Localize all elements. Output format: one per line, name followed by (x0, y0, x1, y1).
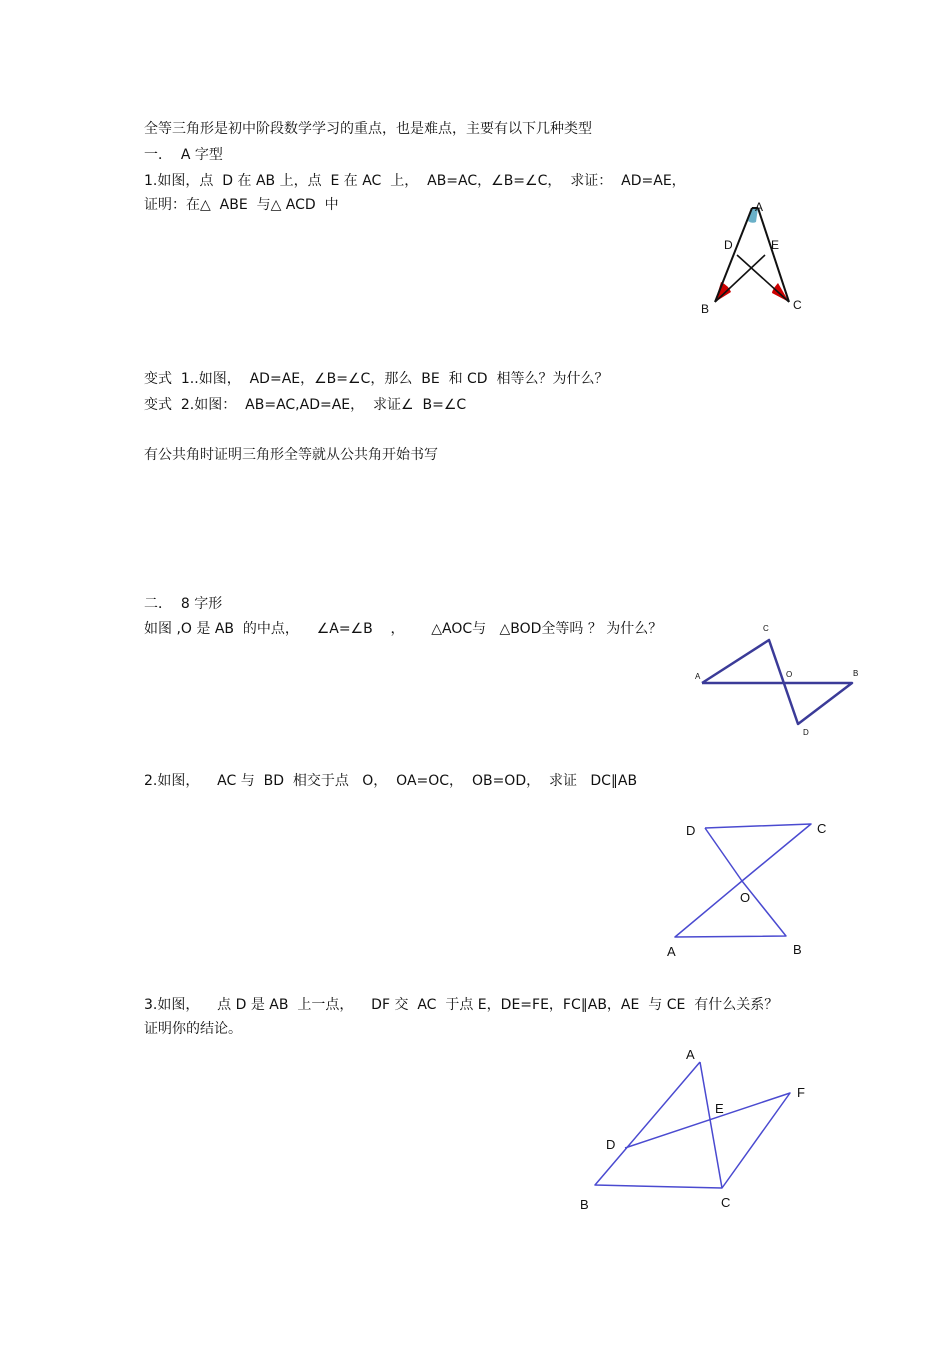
label-o: O (786, 670, 793, 679)
label-d: D (606, 1137, 616, 1152)
figure-8-shape (690, 620, 865, 740)
segment-be (715, 255, 765, 302)
section-1-title: 一． A 字型 (144, 147, 223, 163)
label-e: E (771, 238, 780, 252)
label-f: F (797, 1085, 805, 1100)
label-e: E (715, 1101, 724, 1116)
label-c: C (793, 298, 802, 312)
segment-ab (715, 208, 752, 302)
figure-a-shape (690, 195, 820, 320)
label-o: O (740, 890, 751, 905)
label-a: A (686, 1047, 695, 1062)
figure-hourglass (660, 815, 840, 965)
question-1: 1.如图，点 D 在 AB 上，点 E 在 AC 上， AB=AC，∠B=∠C， 求证： AD=AE， (144, 173, 686, 189)
question-3: 2.如图， AC 与 BD 相交于点 O， OA=OC， OB=OD， 求证 DC∥AB (144, 773, 638, 789)
intro-text: 全等三角形是初中阶段数学学习的重点，也是难点，主要有以下几种类型 (144, 121, 592, 137)
label-b: B (580, 1197, 589, 1212)
label-c: C (817, 821, 827, 836)
variant-2: 变式 2.如图： AB=AC,AD=AE， 求证∠ B=∠C (144, 397, 467, 413)
question-4: 3.如图， 点 D 是 AB 上一点， DF 交 AC 于点 E，DE=FE，FC∥AB，AE 与 CE 有什么关系？ (144, 997, 779, 1013)
hourglass-lines (675, 824, 811, 937)
figure-lines (595, 1062, 790, 1188)
label-b: B (853, 669, 859, 678)
label-c: C (721, 1195, 731, 1210)
question-2: 如图 ,O 是 AB 的中点， ∠A=∠B ， △AOC与 △BOD全等吗 ？ 为什么？ (144, 621, 663, 637)
figure-8-lines (702, 640, 852, 724)
label-d: D (686, 823, 696, 838)
label-b: B (793, 942, 802, 957)
label-d: D (724, 238, 733, 252)
question-1-proof: 证明：在△ ABE 与△ ACD 中 (144, 197, 339, 213)
section-2-title: 二． 8 字形 (144, 596, 223, 612)
label-b: B (701, 302, 710, 316)
label-d: D (803, 728, 809, 737)
label-a: A (667, 944, 676, 959)
label-a: A (755, 200, 764, 214)
label-a: A (695, 672, 701, 681)
segment-ac (700, 1062, 722, 1188)
variant-1: 变式 1..如图， AD=AE，∠B=∠C，那么 BE 和 CD 相等么？为什么？ (144, 371, 609, 387)
figure-parallel (570, 1040, 820, 1215)
label-c: C (763, 624, 769, 633)
question-4-continued: 证明你的结论。 (144, 1021, 242, 1037)
note-text: 有公共角时证明三角形全等就从公共角开始书写 (144, 447, 438, 463)
